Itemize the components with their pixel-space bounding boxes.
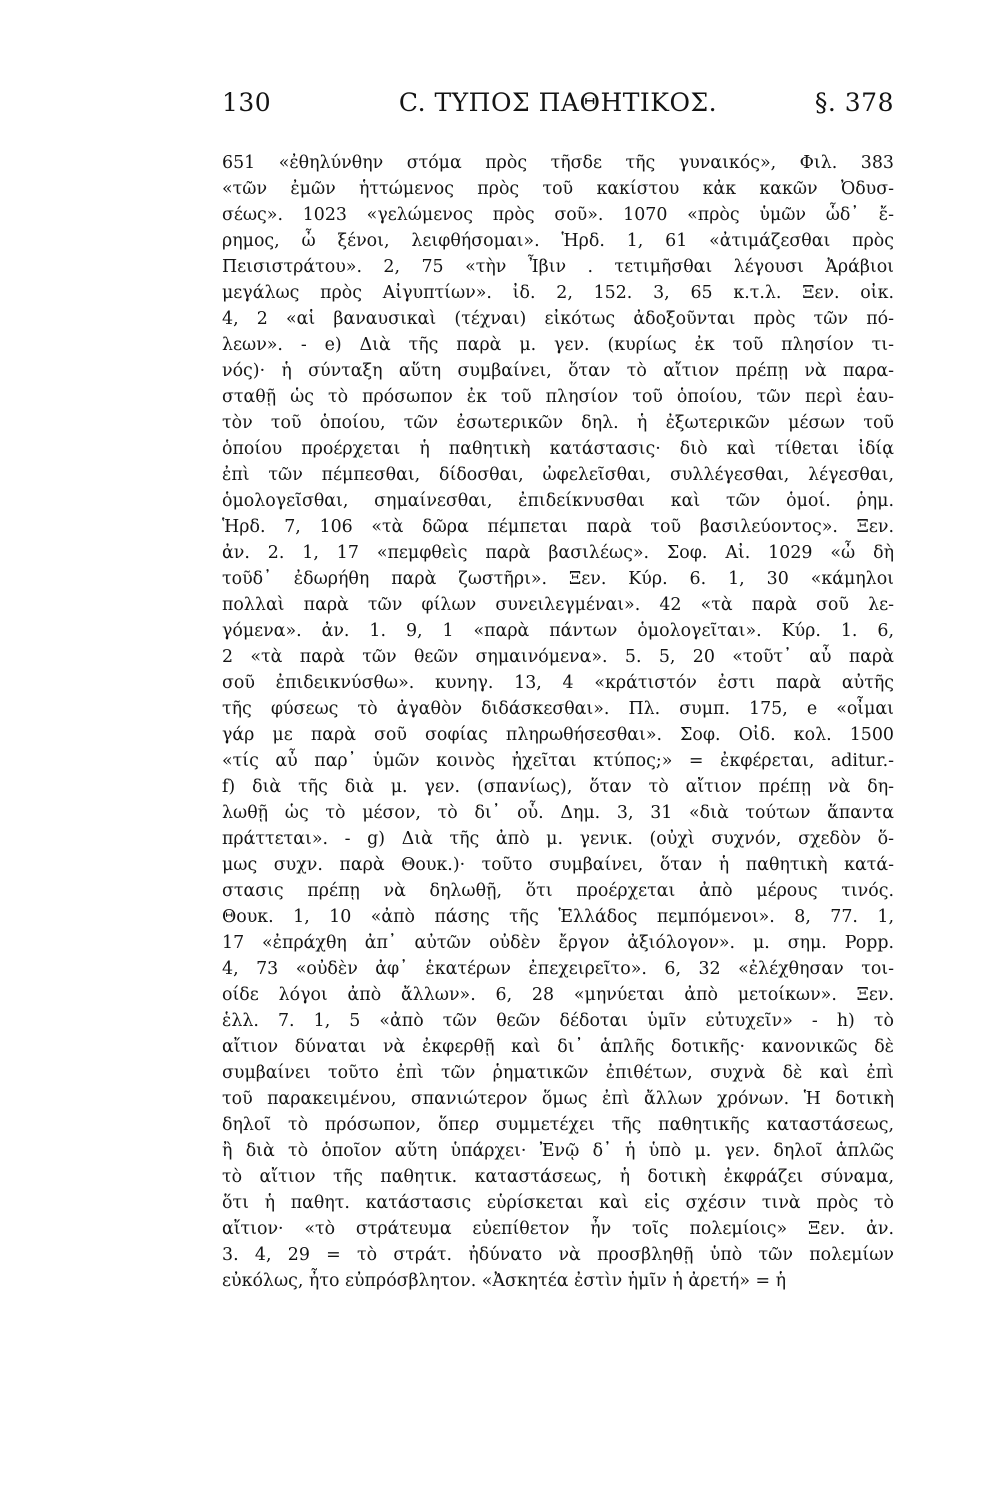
text-line: οίδε λόγοι ἀπὸ ἄλλων». 6, 28 «μηνύεται ἀπὸ μετοίκων». Ξεν. [222,985,894,1005]
text-line: αἴτιον δύναται νὰ ἐκφερθῇ καὶ δι᾽ ἁπλῆς δοτικῆς· κανονικῶς δὲ [222,1037,894,1057]
text-line: ἑλλ. 7. 1, 5 «ἀπὸ τῶν θεῶν δέδοται ὑμῖν εὐτυχεῖν» - h) τὸ [222,1011,894,1031]
text-line: f) διὰ τῆς διὰ μ. γεν. (σπανίως), ὅταν τὸ αἴτιον πρέπῃ νὰ δη- [222,777,894,797]
text-line: «τίς αὖ παρ᾽ ὑμῶν κοινὸς ἠχεῖται κτύπος;» = ἐκφέρεται, aditur.- [222,751,894,771]
text-line: γάρ με παρὰ σοῦ σοφίας πληρωθήσεσθαι». Σοφ. Οἰδ. κολ. 1500 [222,725,894,745]
text-line: «τῶν ἐμῶν ἡττώμενος πρὸς τοῦ κακίστου κἀκ κακῶν Ὀδυσ- [222,179,894,199]
text-line: ἀν. 2. 1, 17 «πεμφθεὶς παρὰ βασιλέως». Σοφ. Αἰ. 1029 «ὦ δὴ [222,543,894,563]
text-line: 17 «ἐπράχθη ἀπ᾽ αὐτῶν οὐδὲν ἔργον ἀξιόλογον». μ. σημ. Popp. [222,933,894,953]
text-line: τοῦ παρακειμένου, σπανιώτερον ὅμως ἐπὶ ἄλλων χρόνων. Ἡ δοτικὴ [222,1089,894,1109]
text-line: Θουκ. 1, 10 «ἀπὸ πάσης τῆς Ἑλλάδος πεμπόμενοι». 8, 77. 1, [222,907,894,927]
text-line: τὸ αἴτιον τῆς παθητικ. καταστάσεως, ἡ δοτικὴ ἐκφράζει σύναμα, [222,1167,894,1187]
running-title: C. ΤΥΠΟΣ ΠΑΘΗΤΙΚΟΣ. [398,88,718,117]
text-line: ὁποίου προέρχεται ἡ παθητικὴ κατάστασις· διὸ καὶ τίθεται ἰδίᾳ [222,439,894,459]
text-line: 2 «τὰ παρὰ τῶν θεῶν σημαινόμενα». 5. 5, 20 «τοῦτ᾽ αὖ παρὰ [222,647,894,667]
text-line: νός)· ἡ σύνταξη αὕτη συμβαίνει, ὅταν τὸ αἴτιον πρέπῃ νὰ παρα- [222,361,894,381]
text-line: Πεισιστράτου». 2, 75 «τὴν Ἶβιν . τετιμῆσθαι λέγουσι Ἀράβιοι [222,257,894,277]
text-line: λωθῇ ὡς τὸ μέσον, τὸ δι᾽ οὗ. Δημ. 3, 31 «διὰ τούτων ἅπαντα [222,803,894,823]
page-header [222,88,894,128]
text-line: σοῦ ἐπιδεικνύσθω». κυνηγ. 13, 4 «κράτιστόν ἐστι παρὰ αὐτῆς [222,673,894,693]
text-line: αἴτιον· «τὸ στράτευμα εὐεπίθετον ἦν τοῖς πολεμίοις» Ξεν. ἀν. [222,1219,894,1239]
text-line: στασις πρέπῃ νὰ δηλωθῇ, ὅτι προέρχεται ἀπὸ μέρους τινός. [222,881,894,901]
text-line: μεγάλως πρὸς Αἰγυπτίων». ἰδ. 2, 152. 3, 65 κ.τ.λ. Ξεν. οἰκ. [222,283,894,303]
text-line: τῆς φύσεως τὸ ἀγαθὸν διδάσκεσθαι». Πλ. συμπ. 175, e «οἶμαι [222,699,894,719]
text-line: 651 «ἐθηλύνθην στόμα πρὸς τῆσδε τῆς γυναικός», Φιλ. 383 [222,153,894,173]
text-line: ὁμολογεῖσθαι, σημαίνεσθαι, ἐπιδείκνυσθαι καὶ τῶν ὁμοί. ῥημ. [222,491,894,511]
body-text [222,150,894,1294]
section-number: §. 378 [814,88,894,117]
text-line: λεων». - e) Διὰ τῆς παρὰ μ. γεν. (κυρίως ἐκ τοῦ πλησίον τι- [222,335,894,355]
text-line: πράττεται». - g) Διὰ τῆς ἀπὸ μ. γενικ. (οὐχὶ συχνόν, σχεδὸν ὅ- [222,829,894,849]
text-line: μως συχν. παρὰ Θουκ.)· τοῦτο συμβαίνει, ὅταν ἡ παθητικὴ κατά- [222,855,894,875]
text-line: συμβαίνει τοῦτο ἐπὶ τῶν ῥηματικῶν ἐπιθέτων, συχνὰ δὲ καὶ ἐπὶ [222,1063,894,1083]
text-line: 4, 2 «αἱ βαναυσικαὶ (τέχναι) εἰκότως ἀδοξοῦνται πρὸς τῶν πό- [222,309,894,329]
text-line: εὐκόλως, ἦτο εὐπρόσβλητον. «Ἀσκητέα ἐστὶν ἡμῖν ἡ ἀρετή» = ἡ [222,1271,787,1291]
text-line: τοῦδ᾽ ἐδωρήθη παρὰ ζωστῆρι». Ξεν. Κύρ. 6. 1, 30 «κάμηλοι [222,569,894,589]
text-line: σέως». 1023 «γελώμενος πρὸς σοῦ». 1070 «πρὸς ὑμῶν ὧδ᾽ ἔ- [222,205,894,225]
text-line: 4, 73 «οὐδὲν ἀφ᾽ ἑκατέρων ἐπεχειρεῖτο». 6, 32 «ἐλέχθησαν τοι- [222,959,894,979]
text-line: Ἡρδ. 7, 106 «τὰ δῶρα πέμπεται παρὰ τοῦ βασιλεύοντος». Ξεν. [222,517,894,537]
text-line: δηλοῖ τὸ πρόσωπον, ὅπερ συμμετέχει τῆς παθητικῆς καταστάσεως, [222,1115,894,1135]
page-number: 130 [222,88,272,117]
text-line: ὅτι ἡ παθητ. κατάστασις εὑρίσκεται καὶ εἰς σχέσιν τινὰ πρὸς τὸ [222,1193,894,1213]
text-line: ἐπὶ τῶν πέμπεσθαι, δίδοσθαι, ὠφελεῖσθαι, συλλέγεσθαι, λέγεσθαι, [222,465,894,485]
text-line: σταθῇ ὡς τὸ πρόσωπον ἐκ τοῦ πλησίον τοῦ ὁποίου, τῶν περὶ ἑαυ- [222,387,894,407]
text-line: γόμενα». ἀν. 1. 9, 1 «παρὰ πάντων ὁμολογεῖται». Κύρ. 1. 6, [222,621,894,641]
text-line: ἢ διὰ τὸ ὁποῖον αὕτη ὑπάρχει· Ἐνῷ δ᾽ ἡ ὑπὸ μ. γεν. δηλοῖ ἁπλῶς [222,1141,894,1161]
text-line: τὸν τοῦ ὁποίου, τῶν ἐσωτερικῶν δηλ. ἡ ἐξωτερικῶν μέσων τοῦ [222,413,894,433]
text-line: πολλαὶ παρὰ τῶν φίλων συνειλεγμέναι». 42 «τὰ παρὰ σοῦ λε- [222,595,894,615]
text-line: ρημος, ὦ ξένοι, λειφθήσομαι». Ἡρδ. 1, 61 «ἀτιμάζεσθαι πρὸς [222,231,894,251]
text-line: 3. 4, 29 = τὸ στράτ. ἠδύνατο νὰ προσβληθῇ ὑπὸ τῶν πολεμίων [222,1245,894,1265]
